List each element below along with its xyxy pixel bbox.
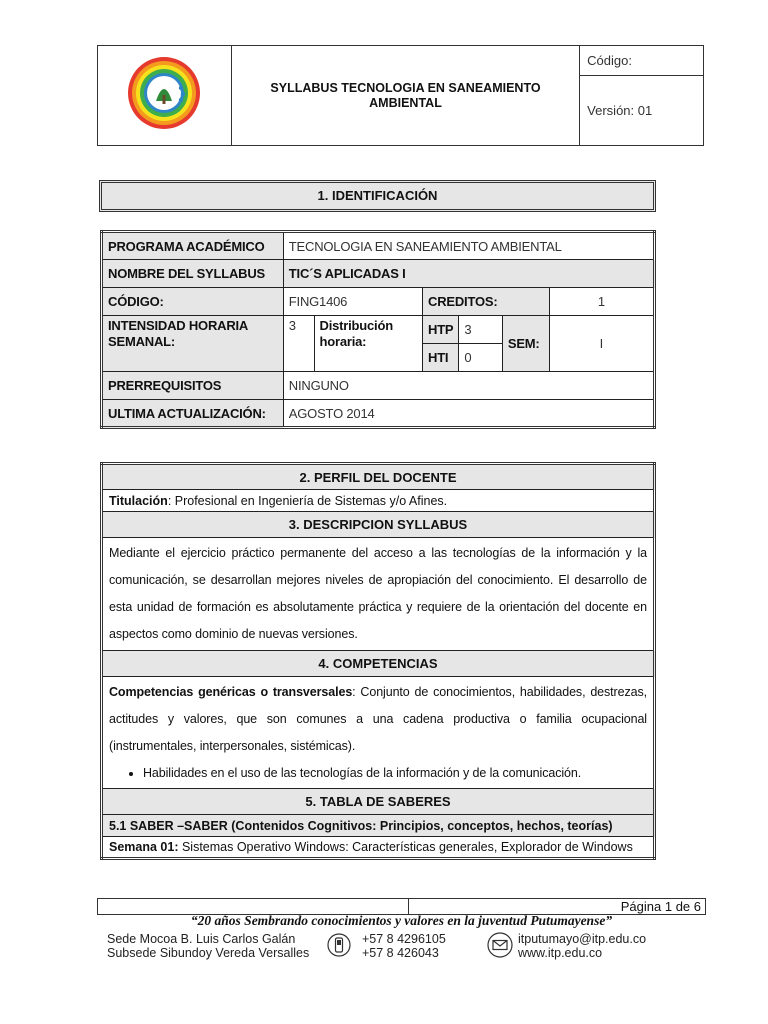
prerrequisitos-label: PRERREQUISITOS (102, 372, 284, 400)
competencias-body (102, 677, 655, 789)
actualizacion-label: ULTIMA ACTUALIZACIÓN: (102, 400, 284, 428)
footer-address (107, 932, 309, 960)
descripcion-text: Mediante el ejercicio práctico permanente del acceso a las tecnologías de la información y la comunicación, se desarrollan mejores niveles de apropiación del conocimiento. El desarrollo de esta unidad de formación es absolutamente práctica y requiere de la orientación del docente en aspectos como dominio de nuevas versiones. (102, 538, 655, 651)
titulacion-row (102, 490, 655, 512)
nombre-label: NOMBRE DEL SYLLABUS (102, 260, 284, 288)
codigo-label: CÓDIGO: (102, 288, 284, 316)
website-link[interactable]: www.itp.edu.co (518, 946, 603, 960)
phone-number-1: +57 8 4296105 (362, 932, 446, 946)
competencias-genericas-text: : Conjunto de conocimientos, habilidades, destrezas, actitudes y valores, que son comunes a una cadena productiva o familia ocupacional (instrumentales, interpersonales, sistémicas). (109, 685, 647, 753)
creditos-value: 1 (549, 288, 654, 316)
nombre-value: TIC´S APLICADAS I (283, 260, 654, 288)
hti-label: HTI (423, 344, 459, 372)
codigo-label: Código: (580, 46, 704, 76)
document-header (97, 45, 704, 146)
codigo-value: FING1406 (283, 288, 422, 316)
intensidad-label: INTENSIDAD HORARIA SEMANAL: (102, 316, 284, 372)
competencias-heading: 4. COMPETENCIAS (102, 651, 655, 677)
descripcion-heading: 3. DESCRIPCION SYLLABUS (102, 512, 655, 538)
programa-value: TECNOLOGIA EN SANEAMIENTO AMBIENTAL (283, 232, 654, 260)
sem-label: SEM: (502, 316, 549, 372)
section-identificacion-heading: 1. IDENTIFICACIÓN (99, 180, 656, 212)
subsede-sibundoy: Subsede Sibundoy Vereda Versalles (107, 946, 310, 960)
perfil-docente-heading: 2. PERFIL DEL DOCENTE (102, 464, 655, 490)
htp-value: 3 (459, 316, 502, 344)
titulacion-label: Titulación (109, 493, 168, 508)
version-label: Versión: 01 (580, 76, 704, 146)
tabla-saberes-heading: 5. TABLA DE SABERES (102, 789, 655, 815)
email-link[interactable]: itputumayo@itp.edu.co (518, 932, 647, 946)
page-bar-divider (408, 899, 409, 914)
sem-value: I (549, 316, 654, 372)
distribucion-label: Distribución horaria: (314, 316, 422, 372)
titulacion-value: : Profesional en Ingeniería de Sistemas y/o Afines. (167, 493, 448, 508)
htp-label: HTP (423, 316, 459, 344)
document-title: SYLLABUS TECNOLOGIA EN SANEAMIENTO AMBIENTAL (231, 46, 579, 146)
programa-label: PROGRAMA ACADÉMICO (102, 232, 284, 260)
actualizacion-value: AGOSTO 2014 (283, 400, 654, 428)
phone-icon (327, 932, 351, 958)
semana-label: Semana 01: (109, 840, 179, 854)
phone-number-2: +57 8 426043 (362, 946, 439, 960)
footer-contact (518, 932, 646, 960)
competencia-item: • Habilidades en el uso de las tecnologías de la información y de la comunicación. (143, 760, 647, 786)
envelope-icon (486, 932, 514, 958)
syllabus-sections-table (100, 462, 656, 860)
identification-table (100, 230, 656, 429)
semana-text: Sistemas Operativo Windows: Características generales, Explorador de Windows (178, 840, 633, 854)
intensidad-value: 3 (283, 316, 314, 372)
hti-value: 0 (459, 344, 502, 372)
footer-slogan: “20 años Sembrando conocimientos y valores en la juventud Putumayense” (190, 913, 613, 928)
saber-saber-heading: 5.1 SABER –SABER (Contenidos Cognitivos: Principios, conceptos, hechos, teorías) (102, 815, 655, 837)
semana-row (102, 837, 655, 859)
page-number: Página 1 de 6 (620, 899, 701, 914)
competencias-genericas-label: Competencias genéricas o transversales (109, 685, 353, 699)
prerrequisitos-value: NINGUNO (283, 372, 654, 400)
competencias-list (109, 760, 647, 786)
footer-phones (362, 932, 446, 960)
creditos-label: CREDITOS: (423, 288, 550, 316)
sede-mocoa: Sede Mocoa B. Luis Carlos Galán (107, 932, 296, 946)
logo-cell (98, 46, 232, 146)
institution-logo (126, 55, 202, 131)
